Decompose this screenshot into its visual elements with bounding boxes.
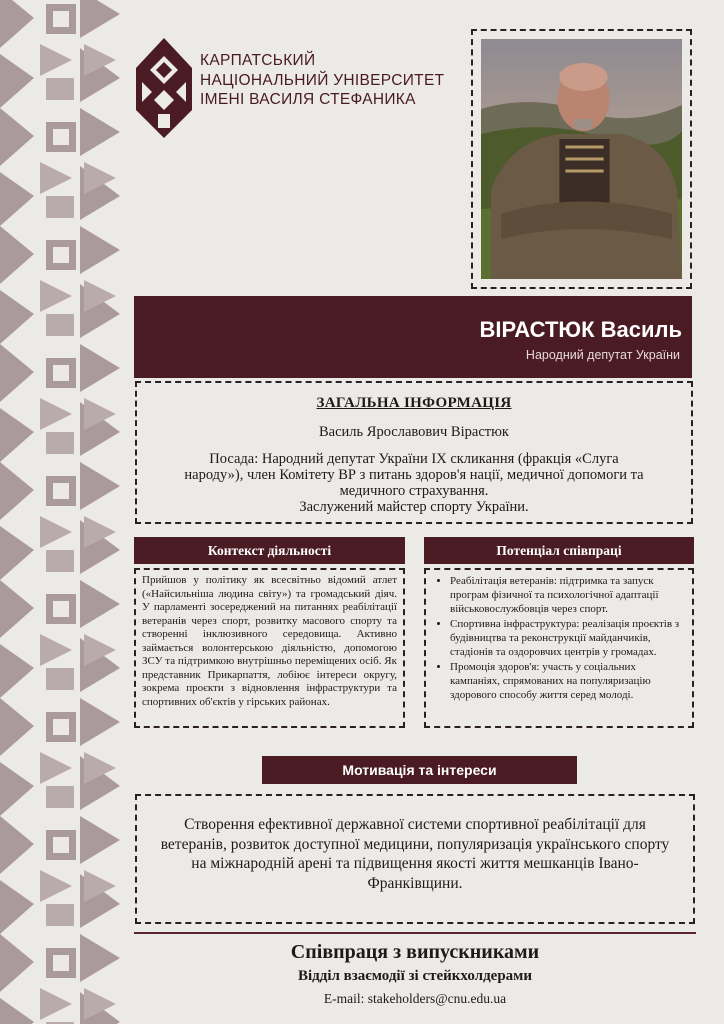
context-box xyxy=(134,568,405,728)
footer-divider xyxy=(134,932,696,934)
motivation-heading: Мотивація та інтереси xyxy=(262,756,577,784)
person-name: ВІРАСТЮК Василь xyxy=(479,317,682,342)
university-name-line3: ІМЕНІ ВАСИЛЯ СТЕФАНИКА xyxy=(200,91,416,108)
context-text: Прийшов у політику як всесвітньо відомий атлет («Найсильніша людина світу») та громадський діяч. У парламенті зосереджений на питаннях реабілітації ветеранів через спорт, розвитку масового спорту та створенні інклюзивного середовища. Активно займається волонтерською діяльністю, допомогою ЗСУ та підтримкою внутрішньо переміщених осіб. Як представник Прикарпаття, лобіює інтереси округу, зокрема проєкти з відновлення інфраструктури та спортивних об'єктів у гірських районах. xyxy=(142,574,397,708)
general-info-heading: ЗАГАЛЬНА ІНФОРМАЦІЯ xyxy=(316,395,512,411)
footer-subtitle: Відділ взаємодії зі стейкхолдерами xyxy=(297,968,533,984)
general-full-name: Василь Ярославович Вірастюк xyxy=(319,424,509,440)
name-banner xyxy=(134,296,692,378)
list-item: • Реабілітація ветеранів: підтримка та запуск програм фізичної та психологічної адаптації військовослужбовців через спорт. xyxy=(450,574,684,616)
footer xyxy=(134,940,696,1008)
general-position: Посада: Народний депутат України IX скликання (фракція «Слуга народу»), член Комітету ВР з питань здоров'я нації, медичної допомоги та медичного страхування. xyxy=(184,451,644,499)
university-logo xyxy=(136,38,192,138)
motivation-box xyxy=(135,794,695,924)
university-name-line1: КАРПАТСЬКИЙ xyxy=(200,52,316,69)
cooperation-list xyxy=(432,574,684,702)
footer-email[interactable]: E-mail: stakeholders@cnu.edu.ua xyxy=(323,991,507,1006)
list-item: • Промоція здоров'я: участь у соціальних кампаніях, спрямованих на популяризацію здорового способу життя серед молоді. xyxy=(450,660,684,702)
cooperation-box xyxy=(424,568,694,728)
cooperation-heading: Потенціал співпраці xyxy=(424,537,694,564)
university-name xyxy=(200,51,460,110)
motivation-text: Створення ефективної державної системи спортивної реабілітації для ветеранів, розвиток доступної медицини, популяризація українського спорту на міжнародній арені та підвищення якості життя мешканців Івано-Франківщини. xyxy=(160,816,670,892)
portrait-frame xyxy=(471,29,692,289)
university-name-line2: НАЦІОНАЛЬНИЙ УНІВЕРСИТЕТ xyxy=(200,71,445,89)
context-heading: Контекст діяльності xyxy=(134,537,405,564)
embroidery-ornament xyxy=(0,0,120,1024)
general-info-box xyxy=(135,381,693,524)
list-item: • Спортивна інфраструктура: реалізація проєктів з будівництва та реконструкції майданчиків, стадіонів та оздоровчих центрів у громадах. xyxy=(450,617,684,659)
footer-title: Співпраця з випускниками xyxy=(290,941,540,963)
person-role: Народний депутат України xyxy=(525,348,680,362)
general-title: Заслужений майстер спорту України. xyxy=(299,499,529,515)
portrait-photo xyxy=(481,39,682,279)
